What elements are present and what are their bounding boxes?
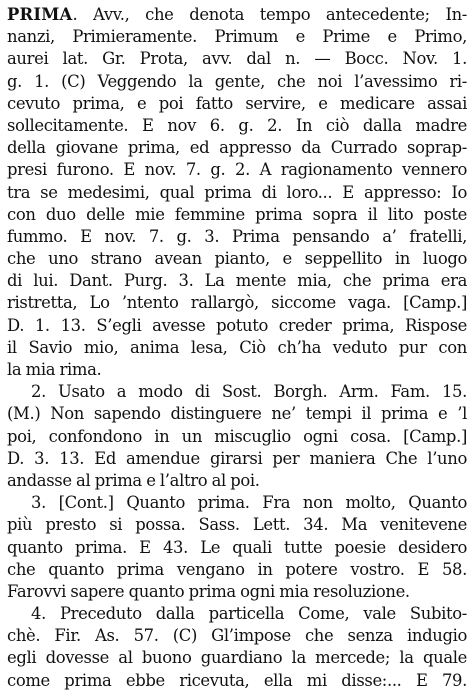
entry-line: Farovvi sapere quanto prima ogni mia resoluzione.: [7, 581, 410, 601]
entry-line: della giovane prima, ed appresso da Currado soprap-: [7, 138, 467, 158]
entry-line: di lui. Dant. Purg. 3. La mente mia, che prima era: [7, 271, 467, 291]
sense-4-line: 4. Preceduto dalla particella Come, vale Subito-: [31, 604, 467, 624]
entry-line: quanto prima. E 43. Le quali tutte poesie desidero: [7, 537, 467, 557]
entry-line: egli dovesse al buono guardiano la mercede; la quale: [7, 648, 467, 668]
entry-line: più presto si possa. Sass. Lett. 34. Ma venitevene: [7, 515, 467, 535]
entry-line: il Savio mio, anima lesa, Ciò ch’ha veduto pur con: [7, 337, 467, 357]
entry-line: poi, confondono in un miscuglio ogni cosa. [Camp.]: [7, 426, 467, 446]
entry-line: cevuto prima, e poi fatto servire, e medicare assai: [7, 93, 467, 113]
entry-line: [7, 4, 467, 26]
entry-line: nanzi, Primieramente. Primum e Prime e Primo,: [7, 27, 467, 47]
dictionary-entry-prima: [7, 4, 467, 692]
entry-headword: PRIMA: [7, 5, 73, 24]
entry-line: come prima ebbe ricevuta, ella mi disse:... E 79.: [7, 670, 467, 690]
entry-line: con duo delle mie femmine prima sopra il lito poste: [7, 204, 467, 224]
entry-line: ristretta, Lo ’ntento rallargò, siccome vaga. [Camp.]: [7, 293, 467, 313]
entry-line: che quanto prima vengano in potere vostro. E 58.: [7, 559, 467, 579]
entry-line: fummo. E nov. 7. g. 3. Prima pensando a’ fratelli,: [7, 226, 467, 246]
entry-line-text: . Avv., che denota tempo antecedente; In-: [72, 5, 467, 24]
entry-line: chè. Fir. As. 57. (C) Gl’impose che senza indugio: [7, 626, 467, 646]
entry-line: la mia rima.: [7, 360, 102, 379]
entry-line: che uno strano avean pianto, e seppellito in luogo: [7, 249, 467, 269]
entry-line: g. 1. (C) Veggendo la gente, che noi l’avessimo ri-: [7, 71, 467, 91]
entry-line: sollecitamente. E nov 6. g. 2. In ciò dalla madre: [7, 115, 467, 135]
entry-line: D. 1. 13. S’egli avesse potuto creder prima, Rispose: [7, 315, 467, 335]
sense-2-line: 2. Usato a modo di Sost. Borgh. Arm. Fam. 15.: [31, 382, 467, 402]
entry-line: andasse al prima e l’altro al poi.: [7, 470, 260, 490]
entry-line: D. 3. 13. Ed amendue girarsi per maniera Che l’uno: [7, 448, 467, 468]
entry-line: (M.) Non sapendo distinguere ne’ tempi il prima e ’l: [7, 404, 467, 424]
entry-line: tra se medesimi, qual prima di loro... E appresso: Io: [7, 182, 467, 202]
entry-line: presi furono. E nov. 7. g. 2. A ragionamento vennero: [7, 160, 467, 180]
sense-3-line: 3. [Cont.] Quanto prima. Fra non molto, Quanto: [31, 493, 467, 513]
entry-line: aurei lat. Gr. Prota, avv. dal n. — Bocc. Nov. 1.: [7, 49, 467, 69]
